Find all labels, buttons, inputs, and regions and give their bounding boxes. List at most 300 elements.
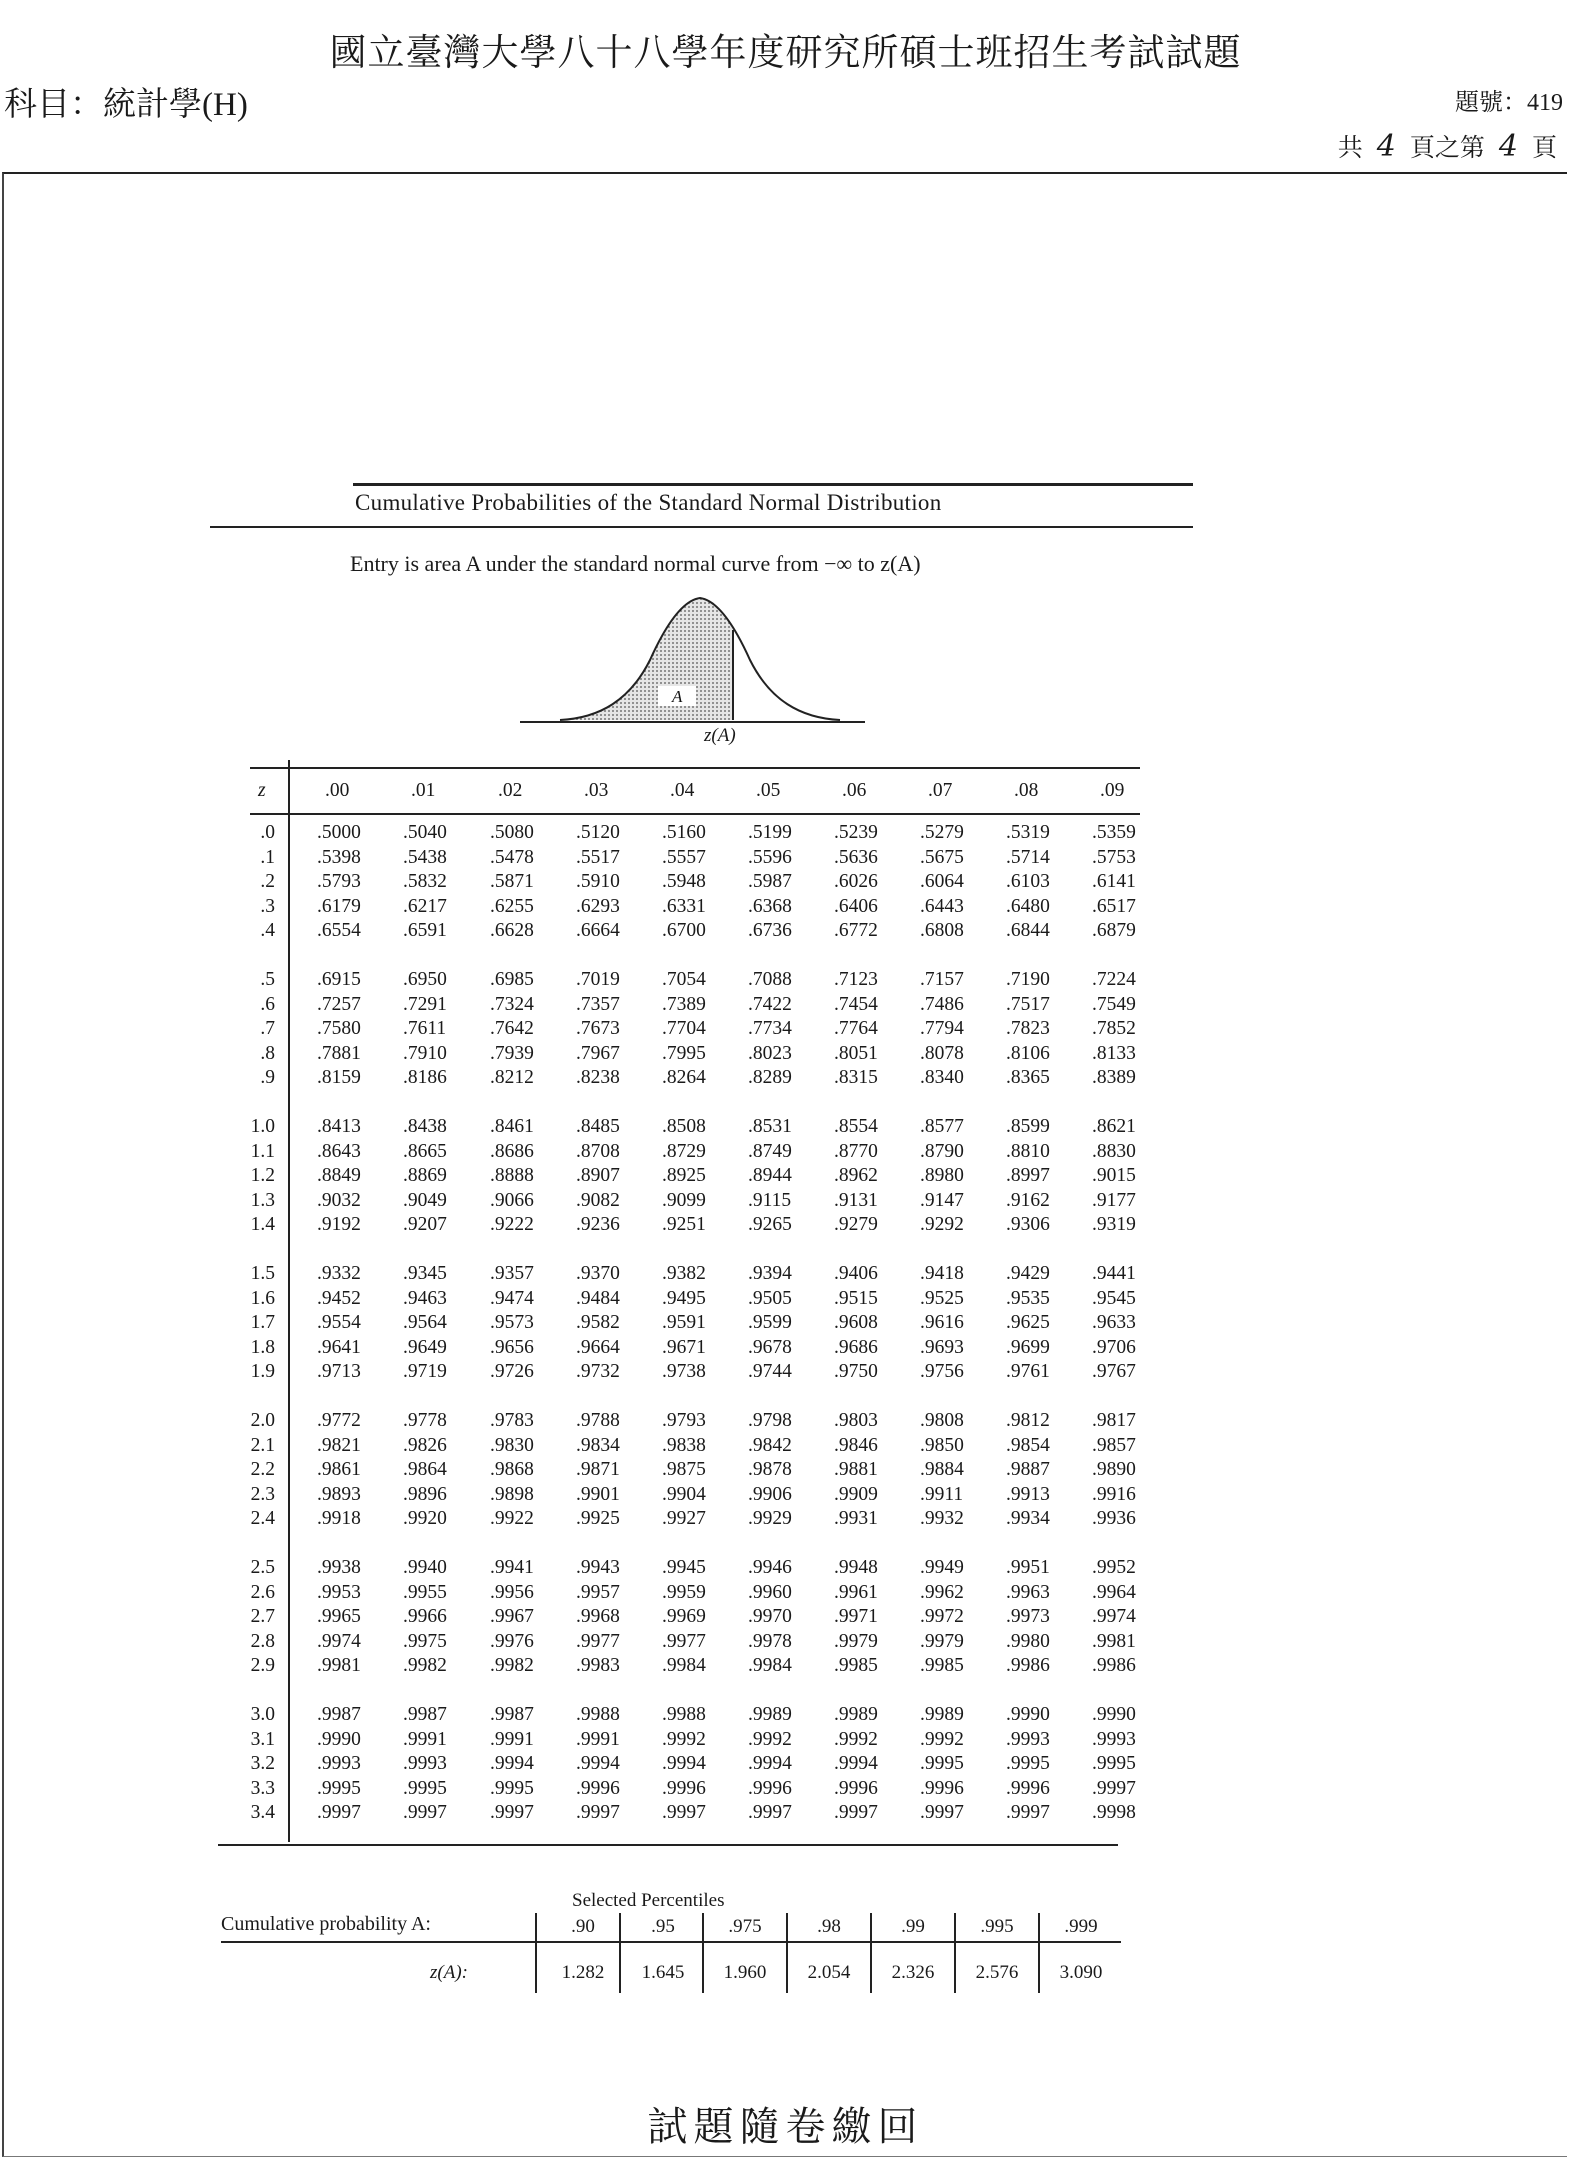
z-value: 3.0 (250, 1704, 275, 1725)
probability-cell: .7549 (1092, 993, 1136, 1015)
column-header: .08 (1014, 780, 1039, 801)
probability-cell: .9772 (317, 1410, 361, 1431)
probability-cell: .9864 (403, 1459, 447, 1481)
probability-cell: .9418 (920, 1263, 964, 1284)
z-value: 2.5 (250, 1557, 275, 1578)
probability-cell: .9938 (317, 1557, 361, 1578)
z-value: 1.2 (250, 1165, 275, 1187)
probability-cell: .8790 (920, 1140, 964, 1162)
probability-cell: .9292 (920, 1214, 964, 1236)
column-header: .05 (756, 780, 781, 801)
probability-cell: .9927 (662, 1508, 706, 1530)
probability-cell: .9452 (317, 1287, 361, 1309)
table-heading: Cumulative Probabilities of the Standard Normal Distribution (355, 490, 942, 515)
probability-cell: .8599 (1006, 1116, 1050, 1137)
probability-cell: .9066 (490, 1189, 534, 1211)
probability-cell: .9974 (317, 1630, 361, 1652)
probability-cell: .8643 (317, 1140, 361, 1162)
probability-cell: .7389 (662, 993, 706, 1015)
probability-cell: .9997 (920, 1802, 964, 1824)
probability-cell: .8554 (834, 1116, 878, 1137)
percentile-z-value: 3.090 (1059, 1962, 1103, 1983)
probability-cell: .9881 (834, 1459, 878, 1481)
probability-cell: .9996 (662, 1777, 706, 1799)
probability-cell: .9671 (662, 1336, 706, 1358)
probability-cell: .9591 (662, 1312, 706, 1334)
probability-cell: .8264 (662, 1067, 706, 1089)
probability-cell: .9943 (576, 1557, 620, 1578)
probability-cell: .5910 (576, 871, 620, 893)
probability-cell: .5675 (920, 846, 964, 868)
probability-cell: .9995 (403, 1777, 447, 1799)
probability-cell: .9945 (662, 1557, 706, 1578)
probability-cell: .8413 (317, 1116, 361, 1137)
probability-cell: .9992 (748, 1728, 792, 1750)
probability-cell: .5753 (1092, 846, 1136, 868)
probability-cell: .9641 (317, 1336, 361, 1358)
curve-axis-label: z(A) (704, 725, 736, 746)
probability-cell: .9554 (317, 1312, 361, 1334)
percentile-a-value: .90 (571, 1916, 595, 1937)
z-value: .7 (260, 1018, 275, 1040)
probability-cell: .8531 (748, 1116, 792, 1137)
probability-cell: .9906 (748, 1483, 792, 1505)
percentiles-z-label: z(A): (430, 1962, 468, 1983)
probability-cell: .6915 (317, 969, 361, 990)
probability-cell: .9812 (1006, 1410, 1050, 1431)
probability-cell: .8438 (403, 1116, 447, 1137)
probability-cell: .9987 (490, 1704, 534, 1725)
probability-cell: .9995 (1092, 1753, 1136, 1775)
probability-cell: .8962 (834, 1165, 878, 1187)
probability-cell: .9984 (662, 1655, 706, 1677)
probability-cell: .9564 (403, 1312, 447, 1334)
probability-cell: .5279 (920, 822, 964, 843)
probability-cell: .9846 (834, 1434, 878, 1456)
z-value: 2.2 (250, 1459, 275, 1481)
probability-cell: .8023 (748, 1042, 792, 1064)
probability-cell: .6480 (1006, 895, 1050, 917)
probability-cell: .7764 (834, 1018, 878, 1040)
probability-cell: .9994 (748, 1753, 792, 1775)
probability-cell: .9525 (920, 1287, 964, 1309)
probability-cell: .9633 (1092, 1312, 1136, 1334)
percentile-z-value: 2.054 (807, 1962, 851, 1983)
probability-cell: .9993 (403, 1753, 447, 1775)
probability-cell: .9834 (576, 1434, 620, 1456)
percentile-separator (786, 1913, 788, 1993)
percentile-separator (870, 1913, 872, 1993)
probability-cell: .7324 (490, 993, 534, 1015)
probability-cell: .6368 (748, 895, 792, 917)
probability-cell: .9616 (920, 1312, 964, 1334)
probability-cell: .8238 (576, 1067, 620, 1089)
probability-cell: .9868 (490, 1459, 534, 1481)
percentile-z-value: 1.282 (561, 1962, 605, 1983)
probability-cell: .6064 (920, 871, 964, 893)
probability-cell: .5319 (1006, 822, 1050, 843)
probability-cell: .9798 (748, 1410, 792, 1431)
probability-cell: .9817 (1092, 1410, 1136, 1431)
probability-cell: .9993 (1092, 1728, 1136, 1750)
percentile-a-value: .995 (980, 1916, 1014, 1937)
probability-cell: .9545 (1092, 1287, 1136, 1309)
probability-cell: .9994 (662, 1753, 706, 1775)
probability-cell: .8686 (490, 1140, 534, 1162)
probability-cell: .9960 (748, 1581, 792, 1603)
z-value: 1.6 (250, 1287, 275, 1309)
probability-cell: .9463 (403, 1287, 447, 1309)
probability-cell: .9995 (920, 1753, 964, 1775)
probability-cell: .5199 (748, 822, 792, 843)
probability-cell: .9998 (1092, 1802, 1136, 1824)
probability-cell: .9977 (662, 1630, 706, 1652)
percentiles-a-label: Cumulative probability A: (221, 1913, 431, 1935)
probability-cell: .9995 (1006, 1753, 1050, 1775)
probability-cell: .5596 (748, 846, 792, 868)
probability-cell: .5714 (1006, 846, 1050, 868)
probability-cell: .9951 (1006, 1557, 1050, 1578)
probability-cell: .8365 (1006, 1067, 1050, 1089)
probability-cell: .5398 (317, 846, 361, 868)
probability-cell: .9394 (748, 1263, 792, 1284)
probability-cell: .9989 (920, 1704, 964, 1725)
column-header: .00 (325, 780, 350, 801)
percentile-separator (1038, 1913, 1040, 1993)
probability-cell: .9803 (834, 1410, 878, 1431)
probability-cell: .9788 (576, 1410, 620, 1431)
probability-cell: .8577 (920, 1116, 964, 1137)
probability-cell: .9909 (834, 1483, 878, 1505)
probability-cell: .7357 (576, 993, 620, 1015)
probability-cell: .6141 (1092, 871, 1136, 893)
probability-cell: .9535 (1006, 1287, 1050, 1309)
probability-cell: .9997 (490, 1802, 534, 1824)
probability-cell: .9918 (317, 1508, 361, 1530)
probability-cell: .5040 (403, 822, 447, 843)
probability-cell: .9319 (1092, 1214, 1136, 1236)
z-value: .9 (260, 1067, 275, 1089)
probability-cell: .9744 (748, 1361, 792, 1383)
probability-cell: .7019 (576, 969, 620, 990)
probability-cell: .8186 (403, 1067, 447, 1089)
probability-cell: .5871 (490, 871, 534, 893)
probability-cell: .6517 (1092, 895, 1136, 917)
probability-cell: .9750 (834, 1361, 878, 1383)
probability-cell: .9726 (490, 1361, 534, 1383)
probability-cell: .9778 (403, 1410, 447, 1431)
probability-cell: .7939 (490, 1042, 534, 1064)
probability-cell: .9986 (1092, 1655, 1136, 1677)
percentile-z-value: 2.326 (891, 1962, 935, 1983)
column-header: .07 (928, 780, 953, 801)
probability-cell: .9793 (662, 1410, 706, 1431)
probability-cell: .9875 (662, 1459, 706, 1481)
probability-cell: .8508 (662, 1116, 706, 1137)
probability-cell: .9767 (1092, 1361, 1136, 1383)
probability-cell: .7580 (317, 1018, 361, 1040)
probability-cell: .9251 (662, 1214, 706, 1236)
probability-cell: .9265 (748, 1214, 792, 1236)
probability-cell: .6103 (1006, 871, 1050, 893)
probability-cell: .9732 (576, 1361, 620, 1383)
probability-cell: .9963 (1006, 1581, 1050, 1603)
probability-cell: .7291 (403, 993, 447, 1015)
probability-cell: .8051 (834, 1042, 878, 1064)
column-header: .09 (1100, 780, 1125, 801)
probability-cell: .9994 (576, 1753, 620, 1775)
probability-cell: .9972 (920, 1606, 964, 1628)
probability-cell: .9993 (317, 1753, 361, 1775)
probability-cell: .7123 (834, 969, 878, 990)
probability-cell: .6293 (576, 895, 620, 917)
percentile-separator (954, 1913, 956, 1993)
probability-cell: .9826 (403, 1434, 447, 1456)
z-value: 3.2 (250, 1753, 275, 1775)
probability-cell: .7088 (748, 969, 792, 990)
probability-cell: .9913 (1006, 1483, 1050, 1505)
probability-cell: .9992 (662, 1728, 706, 1750)
probability-cell: .9948 (834, 1557, 878, 1578)
probability-cell: .8340 (920, 1067, 964, 1089)
probability-cell: .9982 (490, 1655, 534, 1677)
probability-cell: .9693 (920, 1336, 964, 1358)
z-value: 1.3 (250, 1189, 275, 1211)
probability-cell: .9979 (920, 1630, 964, 1652)
probability-cell: .9406 (834, 1263, 878, 1284)
probability-cell: .8749 (748, 1140, 792, 1162)
probability-cell: .9974 (1092, 1606, 1136, 1628)
probability-cell: .8621 (1092, 1116, 1136, 1137)
probability-cell: .9838 (662, 1434, 706, 1456)
probability-cell: .9699 (1006, 1336, 1050, 1358)
z-value: 1.7 (250, 1312, 275, 1334)
probability-cell: .8389 (1092, 1067, 1136, 1089)
probability-cell: .9990 (1006, 1704, 1050, 1725)
probability-cell: .5636 (834, 846, 878, 868)
z-column-header: z (258, 780, 266, 801)
page-total: 4 (1376, 129, 1396, 164)
probability-cell: .9474 (490, 1287, 534, 1309)
probability-cell: .9893 (317, 1483, 361, 1505)
probability-cell: .9207 (403, 1214, 447, 1236)
probability-cell: .7881 (317, 1042, 361, 1064)
probability-cell: .9988 (662, 1704, 706, 1725)
page-counter (1338, 128, 1557, 164)
column-header: .06 (842, 780, 867, 801)
probability-cell: .9949 (920, 1557, 964, 1578)
probability-cell: .9975 (403, 1630, 447, 1652)
page-current: 4 (1498, 129, 1518, 164)
probability-cell: .9887 (1006, 1459, 1050, 1481)
probability-cell: .9854 (1006, 1434, 1050, 1456)
probability-cell: .5239 (834, 822, 878, 843)
probability-cell: .7910 (403, 1042, 447, 1064)
probability-cell: .7642 (490, 1018, 534, 1040)
probability-cell: .9236 (576, 1214, 620, 1236)
percentile-a-value: .95 (651, 1916, 675, 1937)
probability-cell: .9082 (576, 1189, 620, 1211)
probability-cell: .9345 (403, 1263, 447, 1284)
probability-cell: .9821 (317, 1434, 361, 1456)
z-value: 2.0 (250, 1410, 275, 1431)
probability-cell: .9965 (317, 1606, 361, 1628)
probability-cell: .9956 (490, 1581, 534, 1603)
probability-cell: .9992 (920, 1728, 964, 1750)
probability-cell: .9981 (317, 1655, 361, 1677)
probability-cell: .9911 (920, 1483, 964, 1505)
probability-cell: .9761 (1006, 1361, 1050, 1383)
probability-cell: .9738 (662, 1361, 706, 1383)
z-value: 1.4 (250, 1214, 275, 1236)
probability-cell: .6879 (1092, 920, 1136, 942)
probability-cell: .9904 (662, 1483, 706, 1505)
heading-rule-top (353, 483, 1193, 486)
probability-cell: .9961 (834, 1581, 878, 1603)
probability-cell: .7454 (834, 993, 878, 1015)
probability-cell: .9997 (576, 1802, 620, 1824)
probability-cell: .5987 (748, 871, 792, 893)
probability-cell: .7224 (1092, 969, 1136, 990)
subject-label: 科目：統計學(H) (4, 87, 248, 123)
probability-cell: .6443 (920, 895, 964, 917)
probability-cell: .7704 (662, 1018, 706, 1040)
probability-cell: .9989 (748, 1704, 792, 1725)
probability-cell: .9996 (576, 1777, 620, 1799)
probability-cell: .9997 (662, 1802, 706, 1824)
probability-cell: .5478 (490, 846, 534, 868)
probability-cell: .8849 (317, 1165, 361, 1187)
probability-cell: .6406 (834, 895, 878, 917)
probability-cell: .8315 (834, 1067, 878, 1089)
probability-cell: .9608 (834, 1312, 878, 1334)
z-value: 2.4 (250, 1508, 275, 1530)
percentile-z-value: 2.576 (975, 1962, 1019, 1983)
z-value: 2.3 (250, 1483, 275, 1505)
probability-cell: .9783 (490, 1410, 534, 1431)
probability-cell: .9985 (834, 1655, 878, 1677)
probability-cell: .9147 (920, 1189, 964, 1211)
probability-cell: .9898 (490, 1483, 534, 1505)
probability-cell: .6772 (834, 920, 878, 942)
percentile-separator (535, 1913, 537, 1993)
probability-cell: .9997 (748, 1802, 792, 1824)
probability-cell: .9656 (490, 1336, 534, 1358)
z-value: 2.1 (250, 1434, 275, 1456)
probability-cell: .9871 (576, 1459, 620, 1481)
probability-cell: .9850 (920, 1434, 964, 1456)
probability-cell: .9987 (317, 1704, 361, 1725)
normal-curve-figure (520, 590, 880, 725)
probability-cell: .9978 (748, 1630, 792, 1652)
probability-cell: .5080 (490, 822, 534, 843)
page-mid: 頁之第 (1409, 135, 1485, 162)
probability-cell: .9996 (1006, 1777, 1050, 1799)
probability-cell: .6179 (317, 895, 361, 917)
probability-cell: .9484 (576, 1287, 620, 1309)
probability-cell: .5517 (576, 846, 620, 868)
probability-cell: .5832 (403, 871, 447, 893)
probability-cell: .7517 (1006, 993, 1050, 1015)
probability-cell: .7257 (317, 993, 361, 1015)
probability-cell: .5120 (576, 822, 620, 843)
probability-cell: .9015 (1092, 1165, 1136, 1187)
probability-cell: .9505 (748, 1287, 792, 1309)
probability-cell: .9990 (1092, 1704, 1136, 1725)
probability-cell: .6664 (576, 920, 620, 942)
probability-cell: .9997 (317, 1802, 361, 1824)
shaded-area (560, 598, 733, 720)
probability-cell: .9115 (748, 1189, 792, 1211)
column-header: .04 (670, 780, 695, 801)
z-value: 2.6 (250, 1581, 275, 1603)
probability-cell: .9573 (490, 1312, 534, 1334)
z-value: 3.1 (250, 1728, 275, 1750)
z-value: 1.0 (250, 1116, 275, 1137)
probability-cell: .9997 (1092, 1777, 1136, 1799)
z-value: .3 (260, 895, 275, 917)
probability-cell: .7673 (576, 1018, 620, 1040)
probability-cell: .7967 (576, 1042, 620, 1064)
probability-cell: .7486 (920, 993, 964, 1015)
probability-cell: .8830 (1092, 1140, 1136, 1162)
probability-cell: .9332 (317, 1263, 361, 1284)
table-subheading: Entry is area A under the standard normal curve from −∞ to z(A) (350, 551, 921, 576)
probability-cell: .9996 (748, 1777, 792, 1799)
probability-cell: .8925 (662, 1165, 706, 1187)
probability-cell: .9901 (576, 1483, 620, 1505)
probability-cell: .9991 (576, 1728, 620, 1750)
probability-cell: .8133 (1092, 1042, 1136, 1064)
page-suffix: 頁 (1531, 135, 1557, 162)
probability-cell: .8944 (748, 1165, 792, 1187)
probability-cell: .9993 (1006, 1728, 1050, 1750)
z-value: .5 (260, 969, 275, 990)
probability-cell: .9957 (576, 1581, 620, 1603)
probability-cell: .8888 (490, 1165, 534, 1187)
column-header: .01 (411, 780, 436, 801)
probability-cell: .9441 (1092, 1263, 1136, 1284)
z-value: 1.9 (250, 1361, 275, 1383)
probability-cell: .9964 (1092, 1581, 1136, 1603)
probability-cell: .9649 (403, 1336, 447, 1358)
probability-cell: .5160 (662, 822, 706, 843)
probability-cell: .9686 (834, 1336, 878, 1358)
probability-cell: .9713 (317, 1361, 361, 1383)
probability-cell: .9932 (920, 1508, 964, 1530)
z-value: 2.8 (250, 1630, 275, 1652)
probability-cell: .9625 (1006, 1312, 1050, 1334)
probability-cell: .6591 (403, 920, 447, 942)
probability-cell: .9981 (1092, 1630, 1136, 1652)
probability-cell: .9980 (1006, 1630, 1050, 1652)
probability-cell: .9976 (490, 1630, 534, 1652)
probability-cell: .9946 (748, 1557, 792, 1578)
percentile-a-value: .99 (901, 1916, 925, 1937)
probability-cell: .8159 (317, 1067, 361, 1089)
z-value: .0 (260, 822, 275, 843)
probability-cell: .7995 (662, 1042, 706, 1064)
z-value: .2 (260, 871, 275, 893)
probability-cell: .9970 (748, 1606, 792, 1628)
probability-cell: .9934 (1006, 1508, 1050, 1530)
probability-cell: .9049 (403, 1189, 447, 1211)
probability-cell: .9678 (748, 1336, 792, 1358)
probability-cell: .9099 (662, 1189, 706, 1211)
z-value: 1.1 (250, 1140, 275, 1162)
probability-cell: .9279 (834, 1214, 878, 1236)
probability-cell: .6736 (748, 920, 792, 942)
